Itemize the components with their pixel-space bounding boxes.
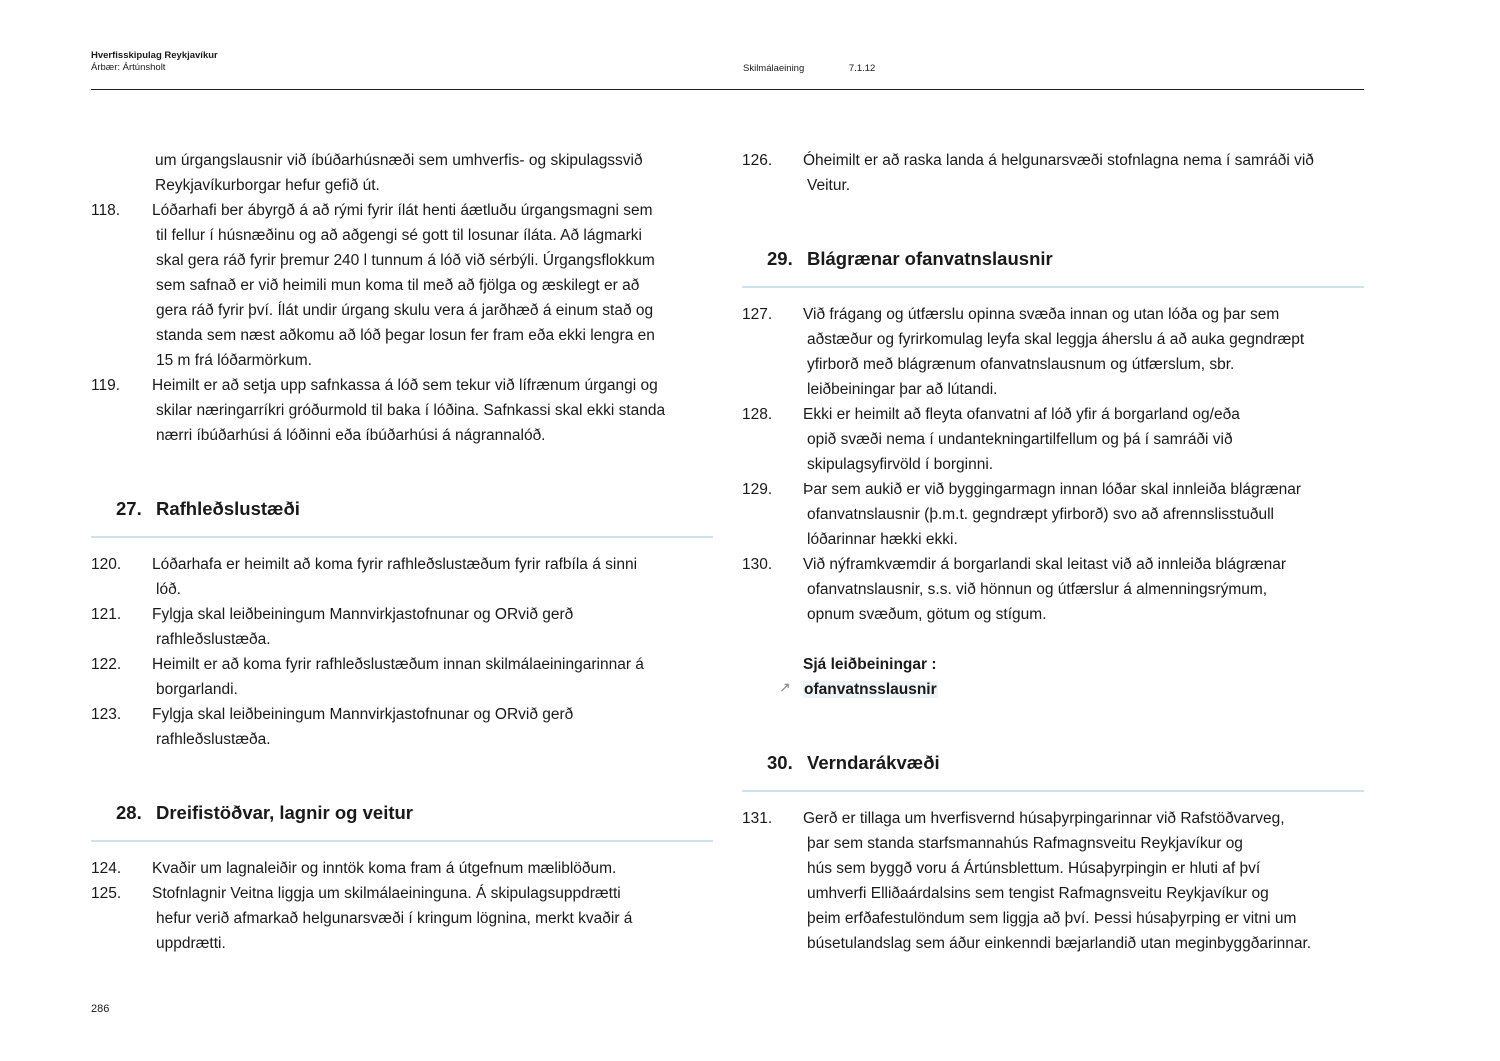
section-divider	[91, 840, 713, 842]
item-number: 118.	[91, 202, 121, 219]
list-item-129: 129. Þar sem aukið er við byggingarmagn innan lóðar skal innleiða blágrænar ofanvatnslausnir (þ.m.t. gegndræpt yfirborð) svo að afrennslisstuðull lóðarinnar hækki ekki.	[742, 481, 1302, 548]
list-item-119	[91, 373, 713, 448]
document-subtitle: Árbær: Ártúnsholt	[91, 62, 166, 73]
section-heading-28: 28. Dreifistöðvar, lagnir og veitur	[116, 802, 414, 823]
list-item-125: 125. Stofnlagnir Veitna liggja um skilmálaeininguna. Á skipulagsuppdrætti hefur verið afmarkað helgunarsvæði í kringum lögnina, merkt kvaðir á uppdrætti.	[91, 885, 633, 952]
list-item-130: 130. Við nýframkvæmdir á borgarlandi skal leitast við að innleiða blágrænar ofanvatnslausnir, s.s. við hönnun og útfærslur á almenningsrýmum, opnum svæðum, götum og stígum.	[742, 556, 1287, 623]
section-number: 7.1.12	[848, 63, 876, 74]
list-item-126: 126. Óheimilt er að raska landa á helgunarsvæði stofnlagna nema í samráði við Veitur.	[742, 152, 1314, 194]
section-divider	[91, 536, 713, 538]
list-item-127: 127. Við frágang og útfærslu opinna svæða innan og utan lóða og þar sem aðstæður og fyrirkomulag leyfa skal leggja áherslu á að auka gegndræpt yfirborð með blágrænum ofanvatnslausnum og útfærslum, sbr. leiðbeiningar þar að lútandi.	[742, 306, 1305, 398]
list-item-122: 122. Heimilt er að koma fyrir rafhleðslustæðum innan skilmálaeiningarinnar á borgarlandi.	[91, 656, 644, 698]
left-column	[91, 148, 713, 956]
section-label: Skilmálaeining	[743, 63, 805, 74]
document-title: Hverfisskipulag Reykjavíkur	[91, 50, 218, 61]
item-number: 119.	[91, 377, 121, 394]
section-divider	[742, 790, 1364, 792]
page-number: 286	[91, 1003, 110, 1015]
list-item-123: 123. Fylgja skal leiðbeiningum Mannvirkjastofnunar og ORvið gerð rafhleðslustæða.	[91, 706, 574, 748]
see-also-block	[742, 652, 1364, 702]
list-item-131: 131. Gerð er tillaga um hverfisvernd húsaþyrpingarinnar við Rafstöðvarveg, þar sem standa starfsmannahús Rafmagnsveitu Reykjavíkur og hús sem byggð voru á Ártúnsblettum. Húsaþyrpingin er hluti af því umhverfi Elliðaárdalsins sem tengist Rafmagnsveitu Reykjavíkur og þeim erfðafestulöndum sem liggja að því. Þessi húsaþyrping er vitni um búsetulandslag sem áður einkenndi bæjarlandið utan meginbyggðarinnar.	[742, 810, 1312, 952]
list-item-128: 128. Ekki er heimilt að fleyta ofanvatni af lóð yfir á borgarland og/eða opið svæði nema í undantekningartilfellum og þá í samráði við skipulagsyfirvöld í borginni.	[742, 406, 1240, 473]
guidelines-link[interactable]: ofanvatnsslausnir	[804, 681, 937, 698]
section-heading-29: 29. Blágrænar ofanvatnslausnir	[767, 248, 1053, 269]
list-item-118	[91, 198, 713, 373]
list-item-120: 120. Lóðarhafa er heimilt að koma fyrir rafhleðslustæðum fyrir rafbíla á sinni lóð.	[91, 556, 638, 598]
section-heading-30: 30. Verndarákvæði	[767, 752, 940, 773]
section-indicator	[743, 63, 875, 74]
right-column	[742, 148, 1364, 956]
item-text: Lóðarhafi ber ábyrgð á að rými fyrir ílát henti áætluðu úrgangsmagni sem til fellur í húsnæðinu og að aðgengi sé gott til losunar íláta. Að lágmarki skal gera ráð fyrir þremur 240 l tunnum á lóð við sérbýli. Úrgangsflokkum sem safnað er við heimili mun koma til með að fjölga og æskilegt er að gera ráð fyrir því. Ílát undir úrgang skulu vera á jarðhæð á einum stað og standa sem næst aðkomu að lóð þegar losun fer fram eða ekki lengra en 15 m frá lóðarmörkum.	[152, 202, 655, 369]
external-link-icon: ↗	[779, 679, 791, 695]
list-item-121: 121. Fylgja skal leiðbeiningum Mannvirkjastofnunar og ORvið gerð rafhleðslustæða.	[91, 606, 574, 648]
list-item-124: 124. Kvaðir um lagnaleiðir og inntök koma fram á útgefnum mæliblöðum.	[91, 860, 617, 877]
header-divider	[91, 89, 1364, 90]
section-heading-27: 27. Rafhleðslustæði	[116, 498, 300, 519]
running-header	[91, 50, 218, 74]
item-text: Heimilt er að setja upp safnkassa á lóð sem tekur við lífrænum úrgangi og skilar næringarríkri gróðurmold til baka í lóðina. Safnkassi skal ekki standa nærri íbúðarhúsi á lóðinni eða íbúðarhúsi á nágrannalóð.	[152, 377, 666, 444]
section-divider	[742, 286, 1364, 288]
continued-paragraph: um úrgangslausnir við íbúðarhúsnæði sem umhverfis- og skipulagssvið Reykjavíkurborgar hefur gefið út.	[155, 152, 643, 194]
see-also-label: Sjá leiðbeiningar :	[803, 656, 937, 673]
